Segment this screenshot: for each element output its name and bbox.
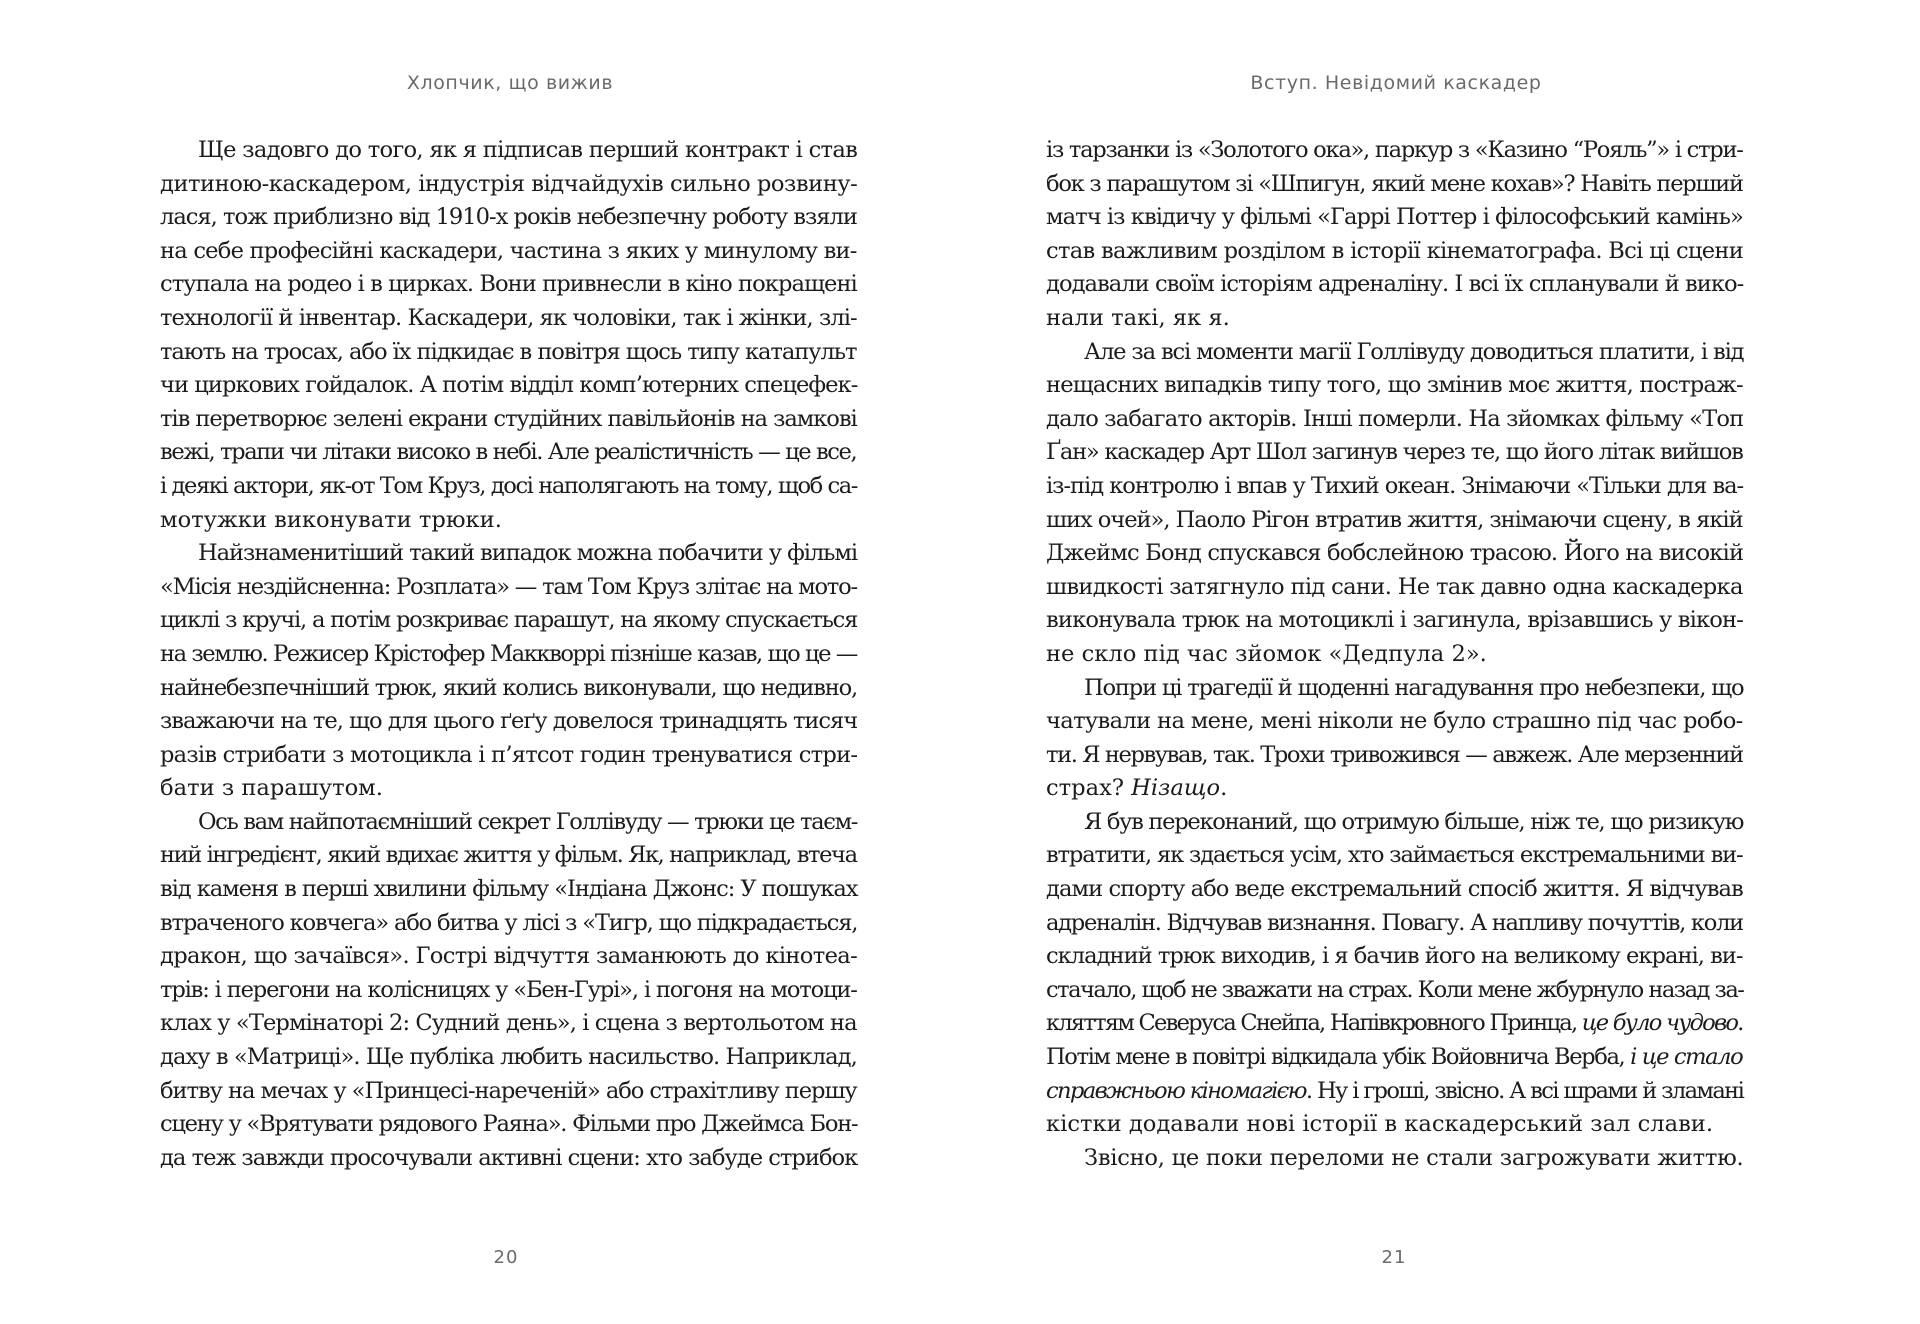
text-line xyxy=(1046,1007,1746,1041)
text-segment: циклі з кручі, а потім розкриває парашут, на якому спускається xyxy=(160,607,858,634)
text-segment: додавали своїм історіям адреналіну. І всі їх спланували й вико- xyxy=(1046,271,1744,298)
text-line xyxy=(160,1142,860,1176)
text-segment: чи циркових гойдалок. А потім відділ комп’ютерних спецефек- xyxy=(160,372,858,399)
text-line xyxy=(1046,638,1746,672)
text-line xyxy=(1046,806,1746,840)
page-number: 21 xyxy=(1381,1247,1407,1268)
text-line xyxy=(160,436,860,470)
text-line xyxy=(160,168,860,202)
text-segment: і деякі актори, як-от Том Круз, досі наполягають на тому, щоб са- xyxy=(160,472,857,499)
text-segment: да теж завжди просочували активні сцени: хто забуде стрибок xyxy=(160,1144,858,1171)
text-line xyxy=(1046,873,1746,907)
text-segment: дитиною-каскадером, індустрія відчайдухів сильно розвину- xyxy=(160,170,858,197)
text-segment: із тарзанки із «Золотого ока», паркур з «Казино “Рояль”» і стри- xyxy=(1046,137,1743,163)
body-text xyxy=(160,134,860,1175)
text-segment: нещасних випадків типу того, що змінив моє життя, постраж- xyxy=(1046,372,1743,399)
text-line xyxy=(1046,1108,1746,1142)
text-line xyxy=(1046,672,1746,706)
text-line xyxy=(160,739,860,773)
text-line xyxy=(160,806,860,840)
text-line xyxy=(1046,201,1746,235)
text-line xyxy=(1046,907,1746,941)
text-line xyxy=(1046,537,1746,571)
text-line xyxy=(1046,1075,1746,1109)
text-line xyxy=(1046,1041,1746,1075)
text-segment: виконувала трюк на мотоциклі і загинула, врізавшись у вікон- xyxy=(1046,607,1744,634)
text-segment: Найзнаменитіший такий випадок можна побачити у фільмі xyxy=(198,540,858,567)
text-line xyxy=(160,638,860,672)
text-line xyxy=(160,772,860,806)
text-segment: Звісно, це поки переломи не стали загрожувати життю. xyxy=(1084,1144,1744,1171)
text-segment: ти. Я нервував, так. Трохи тривожився — авжеж. Але мерзенний xyxy=(1046,741,1743,768)
text-line xyxy=(160,672,860,706)
text-line xyxy=(1046,839,1746,873)
text-line xyxy=(1046,302,1746,336)
text-line xyxy=(1046,470,1746,504)
italic-text: це було чудово xyxy=(1581,1010,1738,1037)
text-segment: Ґан» каскадер Арт Шол загинув через те, що його літак вийшов xyxy=(1046,439,1743,466)
text-line xyxy=(160,873,860,907)
text-line xyxy=(160,974,860,1008)
text-segment: бок з парашутом зі «Шпигун, який мене кохав»? Навіть перший xyxy=(1046,170,1743,197)
text-line xyxy=(1046,772,1746,806)
text-segment: не скло під час зйомок «Дедпула 2». xyxy=(1046,640,1487,667)
text-segment: ний інгредієнт, який вдихає життя у фільм. Як, наприклад, втеча xyxy=(160,842,857,869)
text-line xyxy=(160,705,860,739)
text-segment: на себе професійні каскадери, частина з яких у минулому ви- xyxy=(160,237,857,264)
italic-text: Нізащо xyxy=(1131,775,1221,802)
text-line xyxy=(1046,134,1746,168)
text-line xyxy=(160,604,860,638)
text-segment: від каменя в перші хвилини фільму «Індіана Джонс: У пошуках xyxy=(160,876,858,903)
text-segment: стачало, щоб не зважати на страх. Коли мене жбурнуло назад за- xyxy=(1046,976,1744,1003)
text-line xyxy=(1046,571,1746,605)
text-segment: сцену у «Врятувати рядового Раяна». Фільми про Джеймса Бон- xyxy=(160,1111,858,1138)
right-page xyxy=(960,0,1920,1324)
text-segment: складний трюк виходив, і я бачив його на великому екрані, ви- xyxy=(1046,943,1743,970)
text-line xyxy=(1046,974,1746,1008)
text-segment: Але за всі моменти магії Голлівуду доводиться платити, і від xyxy=(1084,338,1744,365)
text-segment: зважаючи на те, що для цього ґеґу довелося тринадцять тисяч xyxy=(160,708,858,735)
text-segment: мотужки виконувати трюки. xyxy=(160,506,502,533)
text-line xyxy=(160,403,860,437)
running-head: Вступ. Невідомий каскадер xyxy=(1250,72,1542,94)
running-head: Хлопчик, що вижив xyxy=(406,72,614,94)
text-segment: адреналін. Відчував визнання. Повагу. А напливу почуттів, коли xyxy=(1046,909,1743,936)
text-segment: бати з парашутом. xyxy=(160,775,383,802)
text-line xyxy=(160,839,860,873)
text-segment: «Місія нездійсненна: Розплата» — там Том Круз злітає на мото- xyxy=(160,573,857,600)
text-segment: став важливим розділом в історії кінематографа. Всі ці сцени xyxy=(1046,237,1744,264)
text-segment: кістки додавали нові історії в каскадерський зал слави. xyxy=(1046,1111,1714,1138)
text-segment: Джеймс Бонд спускався бобслейною трасою. Його на високій xyxy=(1046,540,1744,567)
text-line xyxy=(1046,168,1746,202)
text-line xyxy=(160,571,860,605)
text-line xyxy=(160,1041,860,1075)
text-segment: дами спорту або веде екстремальний спосіб життя. Я відчував xyxy=(1046,876,1743,903)
italic-text: справжньою кіномагією xyxy=(1046,1077,1306,1104)
text-segment: ших очей», Паоло Рігон втратив життя, знімаючи сцену, в якій xyxy=(1046,506,1743,533)
text-line xyxy=(160,1108,860,1142)
text-line xyxy=(160,1007,860,1041)
text-line xyxy=(160,470,860,504)
text-segment: клах у «Термінаторі 2: Судний день», і сцена з вертольотом на xyxy=(160,1010,857,1037)
text-segment: швидкості затягнуло під сани. Не так давно одна каскадерка xyxy=(1046,573,1743,600)
text-line xyxy=(1046,403,1746,437)
text-segment: битву на мечах у «Принцесі-нареченій» або страхітливу першу xyxy=(160,1077,857,1104)
text-segment: чатували на мене, мені ніколи не було страшно під час робо- xyxy=(1046,708,1743,735)
text-segment: трів: і перегони на колісницях у «Бен-Гурі», і погоня на мотоци- xyxy=(160,976,857,1003)
text-segment: кляттям Северуса Снейпа, Напівкровного Принца, xyxy=(1046,1010,1582,1037)
text-segment: тів перетворює зелені екрани студійних павільйонів на замкові xyxy=(160,405,857,432)
text-line xyxy=(1046,268,1746,302)
text-segment: . Ну і гроші, звісно. А всі шрами й зламані xyxy=(1305,1077,1744,1104)
text-segment: втраченого ковчега» або битва у лісі з «Тигр, що підкрадається, xyxy=(160,909,858,936)
text-segment: матч із квідичу у фільмі «Гаррі Поттер і філософський камінь» xyxy=(1046,204,1743,231)
text-segment: даху в «Матриці». Ще публіка любить насильство. Наприклад, xyxy=(160,1044,857,1071)
text-line xyxy=(160,907,860,941)
text-segment: Ще задовго до того, як я підписав перший контракт і став xyxy=(198,137,858,163)
text-line xyxy=(1046,705,1746,739)
text-line xyxy=(160,940,860,974)
text-segment: . xyxy=(1737,1010,1743,1037)
text-segment: Ось вам найпотаємніший секрет Голлівуду — трюки це таєм- xyxy=(198,808,858,835)
page-number: 20 xyxy=(493,1247,519,1268)
text-line xyxy=(160,537,860,571)
text-line xyxy=(1046,739,1746,773)
text-segment: Потім мене в повітрі відкидала убік Войовнича Верба, xyxy=(1046,1044,1631,1071)
text-segment: дало забагато акторів. Інші померли. На зйомках фільму «Топ xyxy=(1046,405,1744,432)
text-segment: дракон, що зачаївся». Гострі відчуття заманюють до кінотеа- xyxy=(160,943,858,970)
text-line xyxy=(160,201,860,235)
text-segment: на землю. Режисер Крістофер Маккворрі пізніше казав, що це — xyxy=(160,640,857,667)
text-segment: тають на тросах, або їх підкидає в повітря щось типу катапульт xyxy=(160,338,857,365)
text-line xyxy=(160,268,860,302)
text-line xyxy=(160,302,860,336)
text-line xyxy=(1046,1142,1746,1176)
text-segment: лася, тож приблизно від 1910-х років небезпечну роботу взяли xyxy=(160,204,857,231)
text-segment: Я був переконаний, що отримую більше, ніж те, що ризикую xyxy=(1084,808,1744,835)
body-text xyxy=(1046,134,1746,1175)
text-line xyxy=(160,336,860,370)
text-line xyxy=(1046,436,1746,470)
text-line xyxy=(160,1075,860,1109)
text-segment: нали такі, як я. xyxy=(1046,304,1230,331)
text-line xyxy=(160,369,860,403)
text-segment: втратити, як здається усім, хто займається екстремальними ви- xyxy=(1046,842,1743,869)
text-segment: вежі, трапи чи літаки високо в небі. Але реалістичність — це все, xyxy=(160,439,857,466)
text-line xyxy=(160,235,860,269)
text-segment: . xyxy=(1220,775,1228,802)
italic-text: і це стало xyxy=(1630,1044,1743,1071)
text-segment: разів стрибати з мотоцикла і п’ятсот годин тренуватися стри- xyxy=(160,741,858,768)
text-line xyxy=(1046,369,1746,403)
text-segment: страх? xyxy=(1046,775,1132,802)
text-segment: Попри ці трагедії й щоденні нагадування про небезпеки, що xyxy=(1084,674,1744,701)
text-line xyxy=(1046,235,1746,269)
text-line xyxy=(1046,604,1746,638)
text-segment: найнебезпечніший трюк, який колись виконували, що недивно, xyxy=(160,674,858,701)
text-line xyxy=(160,504,860,538)
text-segment: технології й інвентар. Каскадери, як чоловіки, так і жінки, злі- xyxy=(160,304,857,331)
text-line xyxy=(160,134,860,168)
text-line xyxy=(1046,336,1746,370)
text-line xyxy=(1046,504,1746,538)
text-segment: із-під контролю і впав у Тихий океан. Знімаючи «Тільки для ва- xyxy=(1046,472,1744,499)
text-segment: ступала на родео і в цирках. Вони привнесли в кіно покращені xyxy=(160,271,857,298)
text-line xyxy=(1046,940,1746,974)
